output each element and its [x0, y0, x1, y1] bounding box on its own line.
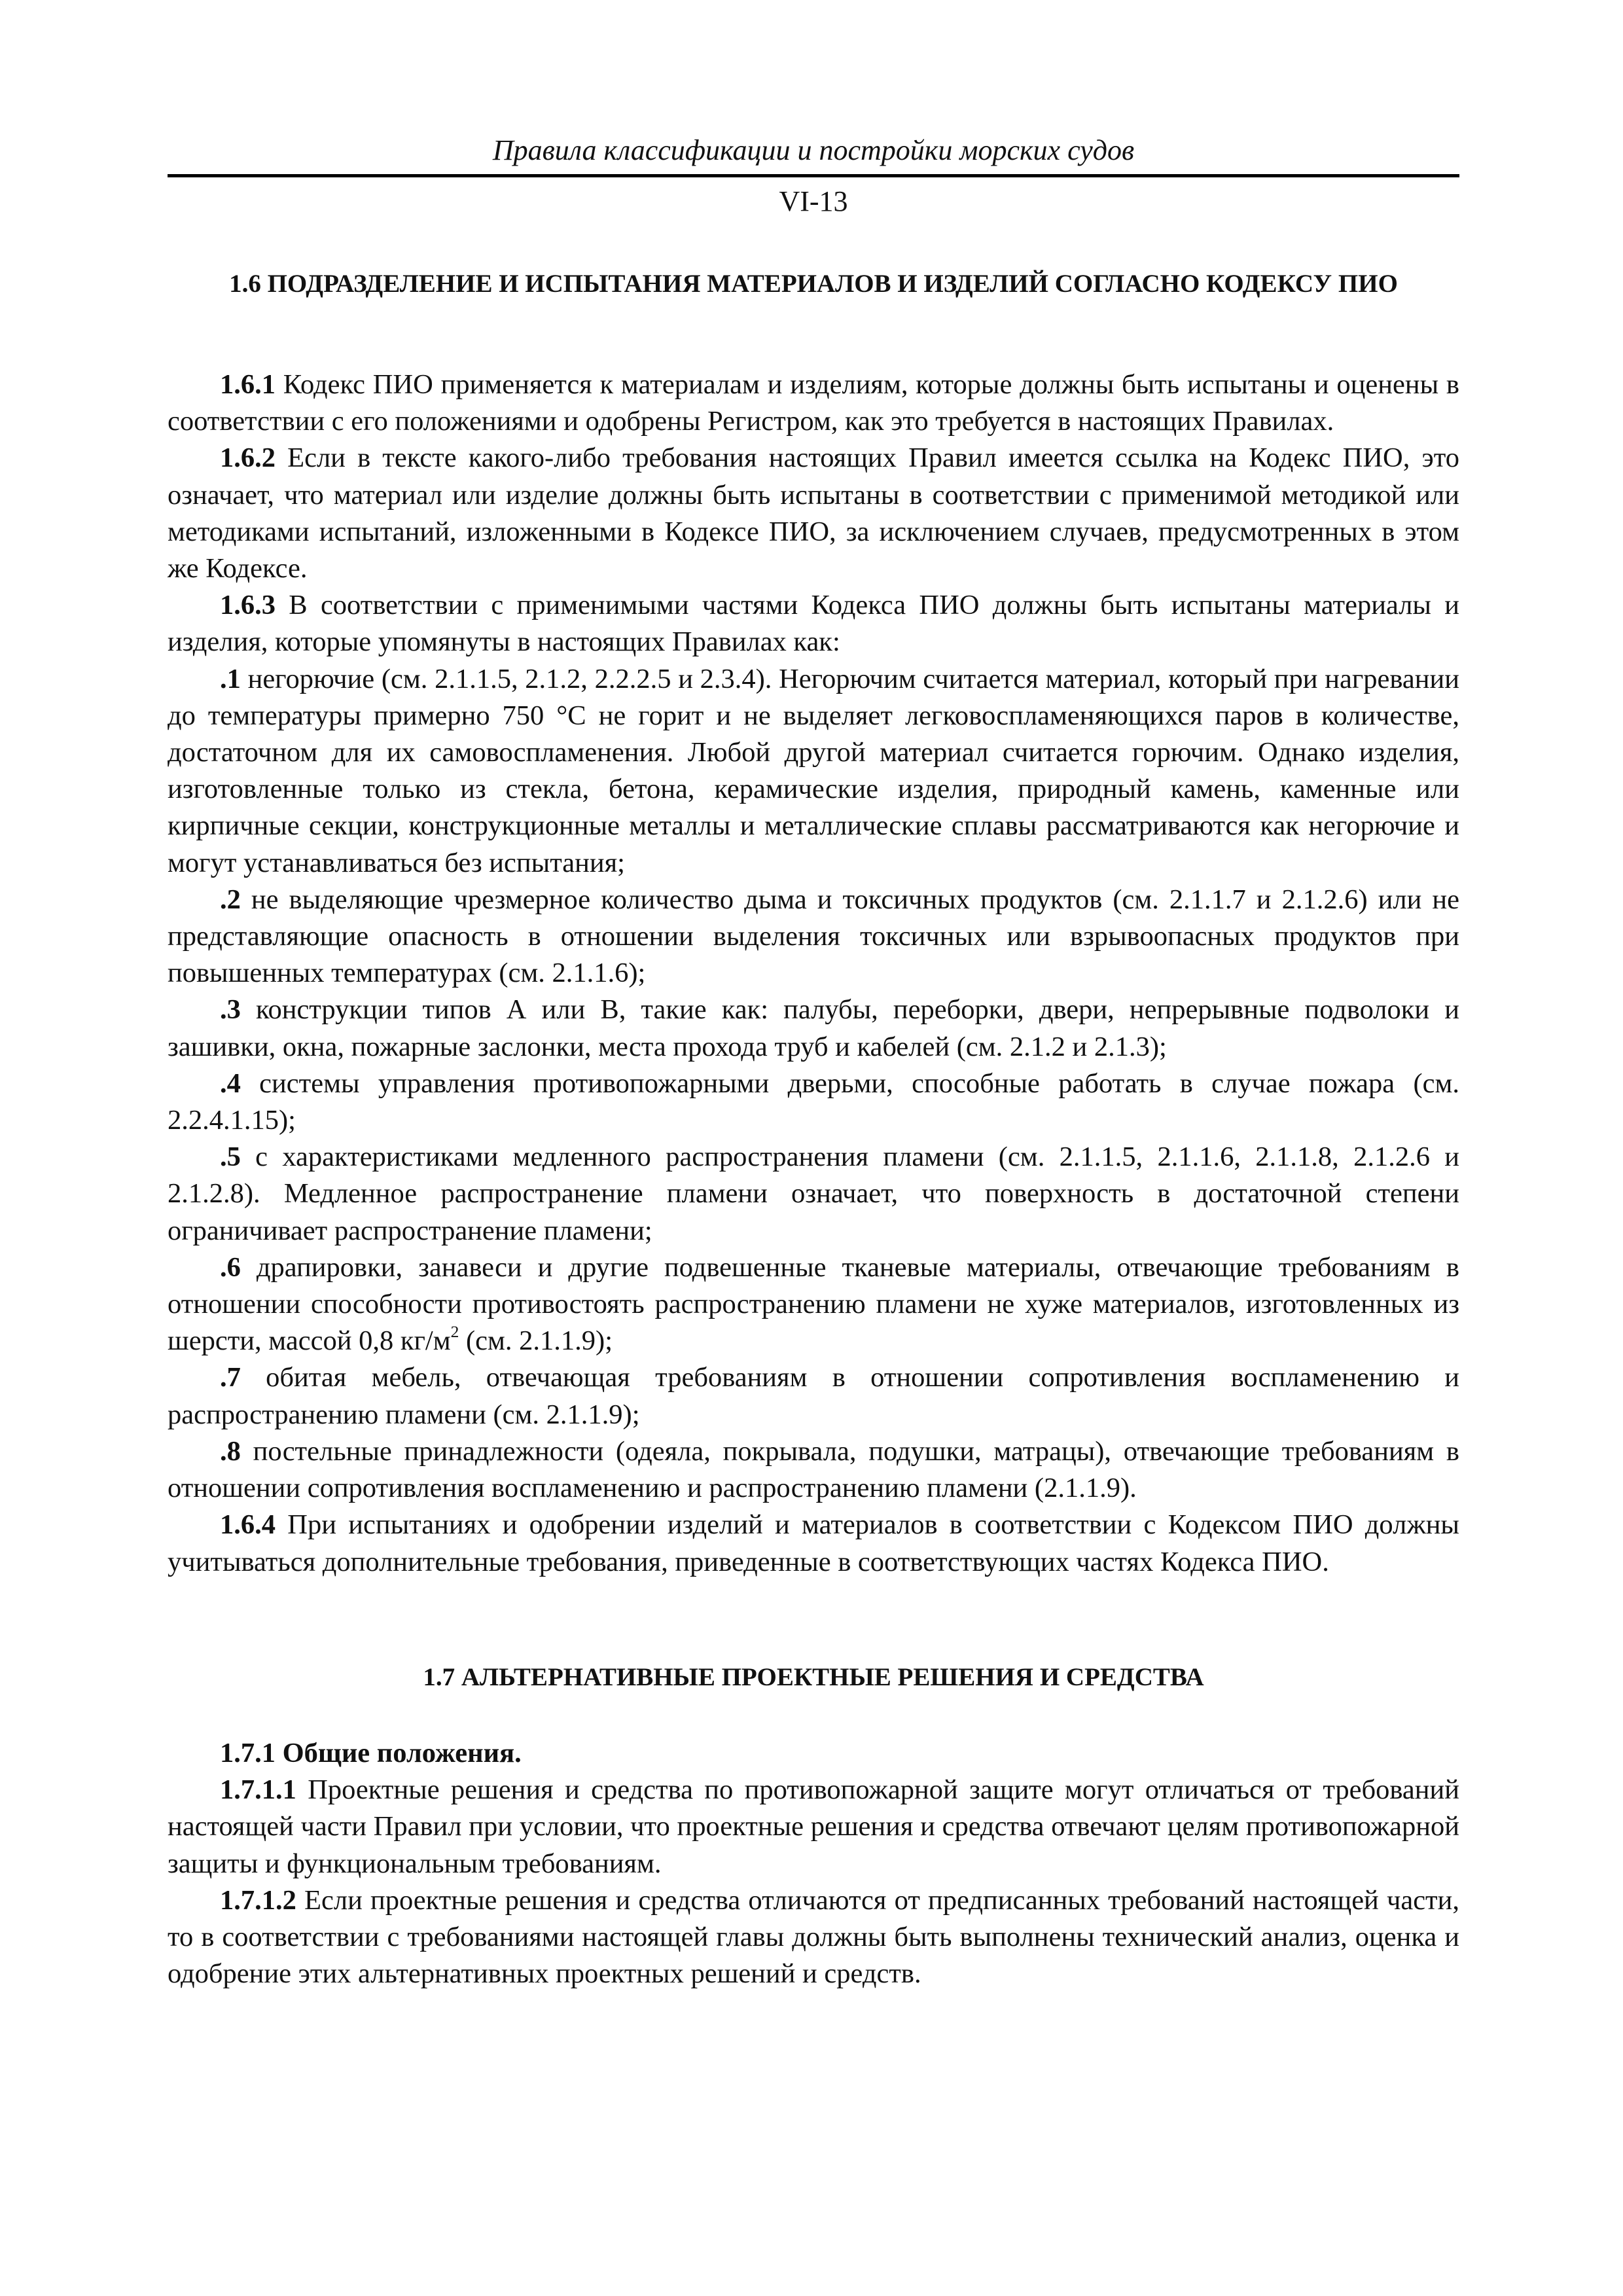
list-item-7: [168, 1359, 1459, 1433]
paragraph-number: 1.6.2: [220, 442, 276, 474]
section-body-1-7: [168, 1735, 1459, 1992]
paragraph-1-6-4: [168, 1507, 1459, 1580]
list-item-4: [168, 1066, 1459, 1139]
list-item-8: [168, 1433, 1459, 1507]
list-item-number: .6: [220, 1251, 241, 1283]
list-item-6: [168, 1249, 1459, 1360]
section-heading-1-6: 1.6 ПОДРАЗДЕЛЕНИЕ И ИСПЫТАНИЯ МАТЕРИАЛОВ И ИЗДЕЛИЙ СОГЛАСНО КОДЕКСУ ПИО: [229, 270, 1398, 298]
paragraph-number: 1.6.3: [220, 590, 276, 621]
superscript: 2: [450, 1322, 459, 1342]
list-item-text: постельные принадлежности (одеяла, покрывала, подушки, матрацы), отвечающие требованиям в отношении сопротивления воспламенению и распространению пламени (2.1.1.9).: [168, 1435, 1459, 1504]
list-item-text: не выделяющие чрезмерное количество дыма и токсичных продуктов (см. 2.1.1.7 и 2.1.2.6) или не представляющие опасность в отношении выделения токсичных или взрывоопасных продуктов при повышенных температурах (см. 2.1.1.6);: [168, 884, 1459, 989]
list-item-number: .5: [220, 1141, 241, 1173]
subsection-heading-1-7-1: 1.7.1 Общие положения.: [220, 1738, 522, 1768]
paragraph-text: Если в тексте какого-либо требования настоящих Правил имеется ссылка на Кодекс ПИО, это означает, что материал или изделие должны быть испытаны в соответствии с применимой методикой или методиками испытаний, изложенными в Кодексе ПИО, за исключением случаев, предусмотренных в этом же Кодексе.: [168, 442, 1459, 584]
list-item-text-after: (см. 2.1.1.9);: [459, 1325, 613, 1357]
list-item-1: [168, 661, 1459, 882]
list-item-2: [168, 882, 1459, 992]
paragraph-text: Проектные решения и средства по противопожарной защите могут отличаться от требований настоящей части Правил при условии, что проектные решения и средства отвечают целям противопожарной защиты и функциональным требованиям.: [168, 1774, 1459, 1879]
header-rule: [168, 174, 1459, 177]
page-number: VI-13: [779, 185, 848, 217]
paragraph-text: При испытаниях и одобрении изделий и материалов в соответствии с Кодексом ПИО должны учитываться дополнительные требования, приведенные в соответствующих частях Кодекса ПИО.: [168, 1509, 1459, 1577]
list-item-number: .3: [220, 994, 241, 1026]
list-item-5: [168, 1139, 1459, 1249]
list-item-text: негорючие (см. 2.1.1.5, 2.1.2, 2.2.2.5 и 2.3.4). Негорючим считается материал, который при нагревании до температуры примерно 750 °С не горит и не выделяет легковоспламеняющихся паров в количестве, достаточном для их самовоспламенения. Любой другой материал считается горючим. Однако изделия, изготовленные только из стекла, бетона, керамические изделия, природный камень, каменные или кирпичные секции, конструкционные металлы и металлические сплавы рассматриваются как негорючие и могут устанавливаться без испытания;: [168, 663, 1459, 878]
list-item-number: .7: [220, 1362, 241, 1393]
paragraph-1-6-1: [168, 367, 1459, 440]
paragraph-number: 1.6.4: [220, 1509, 276, 1541]
list-item-text: обитая мебель, отвечающая требованиям в отношении сопротивления воспламенению и распространению пламени (см. 2.1.1.9);: [168, 1362, 1459, 1430]
paragraph-number: 1.6.1: [220, 369, 276, 400]
paragraph-number: 1.7.1.1: [220, 1774, 296, 1806]
list-item-text: драпировки, занавеси и другие подвешенные тканевые материалы, отвечающие требованиям в отношении способности противостоять распространению пламени не хуже материалов, изготовленных из шерсти, массой 0,8 кг/м: [168, 1251, 1459, 1357]
paragraph-1-6-3: [168, 587, 1459, 660]
paragraph-text: В соответствии с применимыми частями Кодекса ПИО должны быть испытаны материалы и изделия, которые упомянуты в настоящих Правилах как:: [168, 590, 1459, 658]
list-item-text: с характеристиками медленного распространения пламени (см. 2.1.1.5, 2.1.1.6, 2.1.1.8, 2.1.2.6 и 2.1.2.8). Медленное распространение пламени означает, что поверхность в достаточной степени ограничивает распространение пламени;: [168, 1141, 1459, 1246]
list-item-3: [168, 992, 1459, 1065]
list-item-text: конструкции типов А или В, такие как: палубы, переборки, двери, непрерывные подволоки и зашивки, окна, пожарные заслонки, места прохода труб и кабелей (см. 2.1.2 и 2.1.3);: [168, 994, 1459, 1062]
list-item-number: .2: [220, 884, 241, 915]
list-item-number: .4: [220, 1067, 241, 1099]
paragraph-text: Кодекс ПИО применяется к материалам и изделиям, которые должны быть испытаны и оценены в соответствии с его положениями и одобрены Регистром, как это требуется в настоящих Правилах.: [168, 369, 1459, 437]
paragraph-number: 1.7.1.2: [220, 1884, 296, 1916]
paragraph-1-6-2: [168, 440, 1459, 587]
section-body-1-6: [168, 367, 1459, 1581]
list-item-number: .1: [220, 663, 241, 694]
paragraph-text: Если проектные решения и средства отличаются от предписанных требований настоящей части, то в соответствии с требованиями настоящей главы должны быть выполнены технический анализ, оценка и одобрение этих альтернативных проектных решений и средств.: [168, 1884, 1459, 1990]
list-item-text: системы управления противопожарными дверьми, способные работать в случае пожара (см. 2.2.4.1.15);: [168, 1067, 1459, 1136]
list-item-number: .8: [220, 1435, 241, 1467]
paragraph-1-7-1-1: [168, 1772, 1459, 1882]
running-title: Правила классификации и постройки морских судов: [492, 134, 1135, 166]
section-heading-1-7: 1.7 АЛЬТЕРНАТИВНЫЕ ПРОЕКТНЫЕ РЕШЕНИЯ И СРЕДСТВА: [423, 1663, 1204, 1691]
paragraph-1-7-1-2: [168, 1882, 1459, 1993]
